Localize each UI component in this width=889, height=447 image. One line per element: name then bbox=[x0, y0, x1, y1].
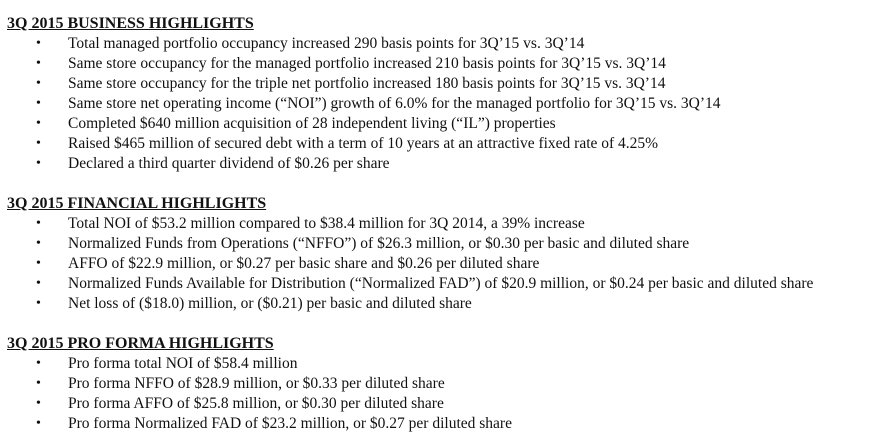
bullet-icon: • bbox=[36, 116, 41, 131]
bullet-icon: • bbox=[36, 376, 41, 391]
list-item-text: Normalized Funds Available for Distribution (“Normalized FAD”) of $20.9 million, or $0.24 per basic and diluted share bbox=[68, 275, 814, 292]
list-item-text: Completed $640 million acquisition of 28 independent living (“IL”) properties bbox=[68, 115, 556, 132]
bullet-icon: • bbox=[36, 256, 41, 271]
bullet-icon: • bbox=[36, 216, 41, 231]
bullet-icon: • bbox=[36, 36, 41, 51]
list-item-text: Pro forma Normalized FAD of $23.2 million, or $0.27 per diluted share bbox=[68, 415, 512, 432]
list-item-text: Net loss of ($18.0) million, or ($0.21) per basic and diluted share bbox=[68, 295, 472, 312]
list-item-text: Same store net operating income (“NOI”) growth of 6.0% for the managed portfolio for 3Q’15 vs. 3Q’14 bbox=[68, 95, 721, 112]
list-item-text: Same store occupancy for the triple net portfolio increased 180 basis points for 3Q’15 vs. 3Q’14 bbox=[68, 75, 666, 92]
bullet-icon: • bbox=[36, 56, 41, 71]
section-heading: 3Q 2015 BUSINESS HIGHLIGHTS bbox=[7, 15, 254, 32]
list-item-text: Normalized Funds from Operations (“NFFO”) of $26.3 million, or $0.30 per basic and diluted share bbox=[68, 235, 690, 252]
list-item-text: Pro forma AFFO of $25.8 million, or $0.30 per diluted share bbox=[68, 395, 444, 412]
bullet-icon: • bbox=[36, 136, 41, 151]
list-item-text: Total managed portfolio occupancy increased 290 basis points for 3Q’15 vs. 3Q’14 bbox=[68, 35, 585, 52]
list-item-text: Same store occupancy for the managed portfolio increased 210 basis points for 3Q’15 vs. 3Q’14 bbox=[68, 55, 666, 72]
bullet-icon: • bbox=[36, 416, 41, 431]
list-item-text: Total NOI of $53.2 million compared to $38.4 million for 3Q 2014, a 39% increase bbox=[68, 215, 585, 232]
section-heading: 3Q 2015 PRO FORMA HIGHLIGHTS bbox=[7, 335, 274, 352]
bullet-icon: • bbox=[36, 396, 41, 411]
list-item-text: Pro forma NFFO of $28.9 million, or $0.33 per diluted share bbox=[68, 375, 445, 392]
section-heading: 3Q 2015 FINANCIAL HIGHLIGHTS bbox=[7, 195, 267, 212]
bullet-icon: • bbox=[36, 296, 41, 311]
list-item-text: AFFO of $22.9 million, or $0.27 per basic share and $0.26 per diluted share bbox=[68, 255, 540, 272]
bullet-icon: • bbox=[36, 276, 41, 291]
bullet-icon: • bbox=[36, 156, 41, 171]
bullet-icon: • bbox=[36, 236, 41, 251]
bullet-icon: • bbox=[36, 96, 41, 111]
bullet-icon: • bbox=[36, 356, 41, 371]
list-item-text: Raised $465 million of secured debt with a term of 10 years at an attractive fixed rate of 4.25% bbox=[68, 135, 659, 152]
list-item-text: Pro forma total NOI of $58.4 million bbox=[68, 355, 298, 372]
list-item-text: Declared a third quarter dividend of $0.26 per share bbox=[68, 155, 390, 172]
bullet-icon: • bbox=[36, 76, 41, 91]
